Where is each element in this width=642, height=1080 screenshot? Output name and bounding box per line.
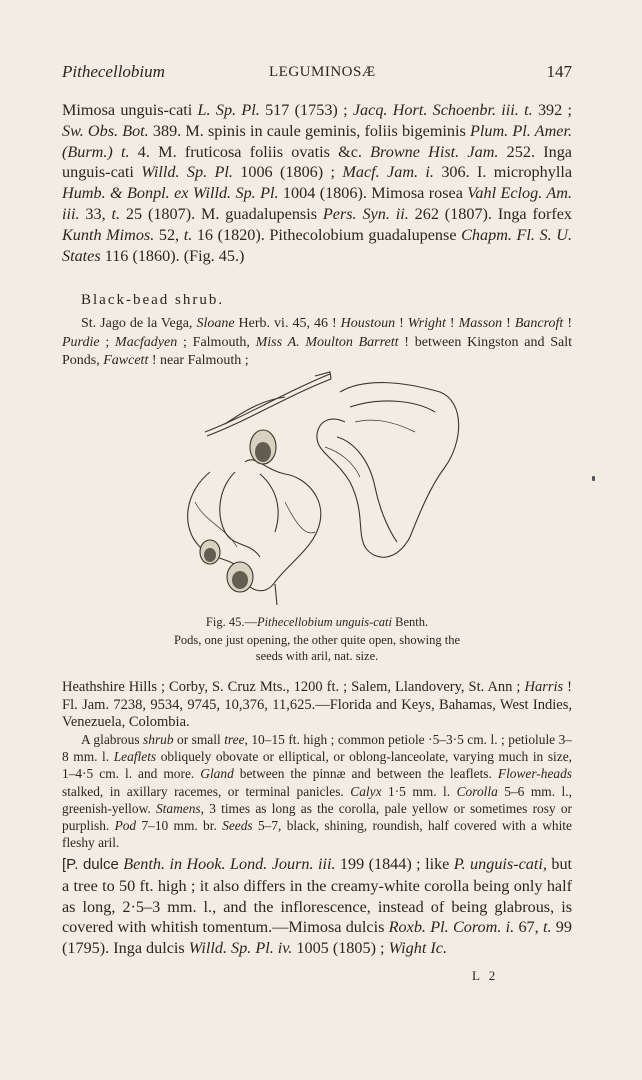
dulce-run: Willd. Sp. Pl. iv. — [188, 939, 293, 958]
description-run: or small — [173, 732, 225, 747]
specimens-run: Macfadyen — [115, 334, 178, 350]
description-run: Seeds — [222, 818, 253, 834]
description-run: 1·5 mm. l. — [381, 783, 457, 799]
synonymy-run: Jacq. Hort. Schoenbr. iii. t. — [352, 101, 533, 119]
description-run: , 3 times as long as the corolla, pale yellow or sometimes rosy or purplish. — [62, 800, 573, 834]
dulce-run: Roxb. Pl. Corom. i. — [388, 918, 515, 937]
specimens-run: Wright — [407, 316, 446, 331]
pod-left-mid — [220, 472, 278, 557]
synonymy-run: t. — [111, 204, 121, 223]
description-run: 7–10 mm. br. — [136, 818, 223, 834]
synonymy-run: 389. M. spinis in caule geminis, foliis bigeminis — [148, 121, 470, 140]
synonymy-run: 262 (1807). Inga forfex — [408, 204, 573, 223]
description-run: 5–7, black, shining, roundish, half covered with a white fleshy aril. — [62, 818, 572, 851]
synonymy-run: Humb. & Bonpl. ex Willd. Sp. Pl. — [62, 184, 279, 203]
running-header — [62, 62, 572, 86]
synonymy-run: Plum. Pl. Amer. (Burm.) t. — [62, 121, 572, 161]
synonymy-run: t. — [183, 225, 193, 244]
localities-run: Harris — [524, 679, 564, 695]
description-run: 5–6 mm. l., greenish-yellow. — [62, 783, 572, 816]
branch-outline — [207, 379, 331, 436]
dulce-run: 67, — [514, 918, 543, 937]
synonymy-run: Kunth Mimos. — [62, 225, 155, 244]
description-run: Corolla — [456, 783, 498, 799]
branch — [205, 374, 330, 432]
caption-authority: Benth. — [392, 615, 429, 629]
description-run: Gland — [200, 766, 234, 782]
dulce-paragraph — [62, 854, 572, 959]
pod-left-outer — [188, 460, 321, 591]
description-run: between the pinnæ and between the leaflets. — [233, 766, 498, 782]
specimens-run: Houstoun — [340, 316, 396, 331]
synonymy-run: Willd. Sp. Pl. — [141, 163, 233, 182]
synonymy-run: 52, — [154, 225, 184, 244]
synonymy-run: 306. I. microphylla — [433, 163, 573, 182]
dulce-run: 1005 (1805) ; — [292, 939, 389, 958]
description-run: Flower-heads — [497, 766, 573, 782]
specimens-run: ! between Kingston and Salt Ponds, — [62, 334, 573, 368]
pod-drawing — [165, 362, 475, 612]
seed-dark — [255, 442, 271, 462]
synonymy-run: 1006 (1806) ; — [232, 163, 343, 182]
header-genus: Pithecellobium — [62, 62, 165, 81]
branch-tip — [315, 372, 331, 379]
vernacular-name: Black-bead shrub. — [81, 292, 225, 308]
synonymy-run: 116 (1860). (Fig. 45.) — [100, 246, 245, 265]
synonymy-run: 517 (1753) ; — [259, 101, 353, 119]
figure-caption — [62, 614, 572, 664]
margin-speck — [592, 476, 595, 481]
description-run: obliquely obovate or elliptical, or oblong-lanceolate, varying much in size, 1–4·5 cm. l. and more. — [62, 749, 572, 782]
specimens-run: St. Jago de la Vega, — [81, 316, 197, 331]
synonymy-run: Mimosa unguis-cati — [62, 101, 198, 119]
specimens-run: Bancroft — [514, 316, 564, 331]
synonymy-run: 252. Inga unguis-cati — [62, 142, 572, 182]
dulce-run: Wight Ic. — [388, 939, 448, 958]
pod-illustration — [165, 362, 475, 612]
page-number: 147 — [546, 62, 572, 81]
synonymy-run: Browne Hist. Jam. — [370, 142, 499, 161]
synonymy-run: Chapm. Fl. S. U. States — [62, 225, 572, 265]
description-run: tree — [224, 732, 245, 747]
localities-run: Heathshire Hills ; Corby, S. Cruz Mts., 1200 ft. ; Salem, Llandovery, St. Ann ; — [62, 679, 525, 695]
synonymy-paragraph — [62, 100, 572, 266]
specimens-run: Sloane — [196, 316, 235, 331]
specimens-run: Miss A. Moulton Barrett — [255, 334, 399, 350]
specimens-run: ; — [99, 334, 116, 350]
description-paragraph — [62, 731, 572, 851]
localities-paragraph — [62, 679, 572, 732]
description-run: A glabrous — [81, 732, 144, 747]
specimens-run: ! — [395, 316, 408, 331]
specimens-run: ! — [563, 316, 572, 331]
open-pod-right — [317, 383, 459, 558]
specimens-run: ; Falmouth, — [177, 334, 256, 350]
specimens-run: Fawcett — [103, 353, 149, 368]
synonymy-run: 16 (1820). Pithecolobium guadalupense — [192, 225, 462, 244]
dulce-run: [P. dulce — [62, 856, 119, 873]
synonymy-run: 1004 (1806). Mimosa rosea — [278, 184, 468, 203]
description-run: stalked, in axillary racemes, or terminal panicles. — [62, 783, 351, 799]
synonymy-run: 33, — [79, 204, 112, 223]
seed-dark — [204, 548, 216, 562]
caption-label: Fig. 45.— — [205, 615, 257, 629]
caption-title — [62, 614, 572, 630]
pod-stalk — [275, 584, 277, 605]
specimens-run: ! — [445, 316, 459, 331]
description-run: Calyx — [350, 783, 382, 799]
description-run: Pod — [114, 818, 137, 834]
specimens-run: ! — [502, 316, 515, 331]
description-run: Leaflets — [113, 749, 157, 765]
synonymy-run: 392 ; — [532, 101, 572, 119]
synonymy-run: Macf. Jam. i. — [342, 163, 434, 182]
synonymy-run: Sw. Obs. Bot. — [62, 121, 149, 140]
dulce-run: 199 (1844) ; like — [335, 855, 454, 873]
description-run: Stamens — [155, 800, 201, 816]
dulce-run: t. — [542, 918, 552, 937]
seed-dark — [232, 571, 248, 589]
caption-description: Pods, one just opening, the other quite open, showing the seeds with aril, nat. size. — [173, 633, 461, 663]
dulce-run: Benth. in Hook. Lond. Journ. iii. — [123, 855, 336, 873]
description-run: shrub — [143, 732, 174, 747]
specimens-run: Masson — [458, 316, 503, 331]
dulce-run: P. unguis-cati, — [453, 855, 547, 873]
open-pod-right-inner — [337, 401, 435, 542]
synonymy-run: 4. M. fruticosa foliis ovatis &c. — [129, 142, 371, 161]
header-family: LEGUMINOSÆ — [269, 64, 376, 80]
synonymy-run: Vahl Eclog. Am. iii. — [62, 184, 572, 223]
specimens-run: ! near Falmouth ; — [148, 353, 249, 368]
dulce-run: but a tree to 50 ft. high ; it also differs in the creamy-white corolla being only half as long, 2·5–3 mm. l., and the inflorescence, instead of being glabrous, is covered with whitish tomentum.—Mimosa dulcis — [62, 855, 573, 937]
caption-species: Pithecellobium unguis-cati — [256, 615, 392, 629]
description-run: , 10–15 ft. high ; common petiole ·5–3·5 cm. l. ; petiolule 3–8 mm. l. — [62, 732, 572, 765]
specimens-run: Purdie — [62, 334, 100, 350]
synonymy-run: 25 (1807). M. guadalupensis — [120, 204, 323, 223]
signature-mark: L 2 — [472, 968, 499, 983]
specimens-run: Herb. vi. 45, 46 ! — [234, 316, 341, 331]
dulce-run: 99 (1795). Inga dulcis — [62, 918, 572, 958]
localities-run: ! Fl. Jam. 7238, 9534, 9745, 10,376, 11,625.—Florida and Keys, Bahamas, West Indies, Venezuela, Colombia. — [62, 679, 572, 730]
synonymy-run: L. Sp. Pl. — [197, 101, 260, 119]
synonymy-run: Pers. Syn. ii. — [322, 204, 409, 223]
